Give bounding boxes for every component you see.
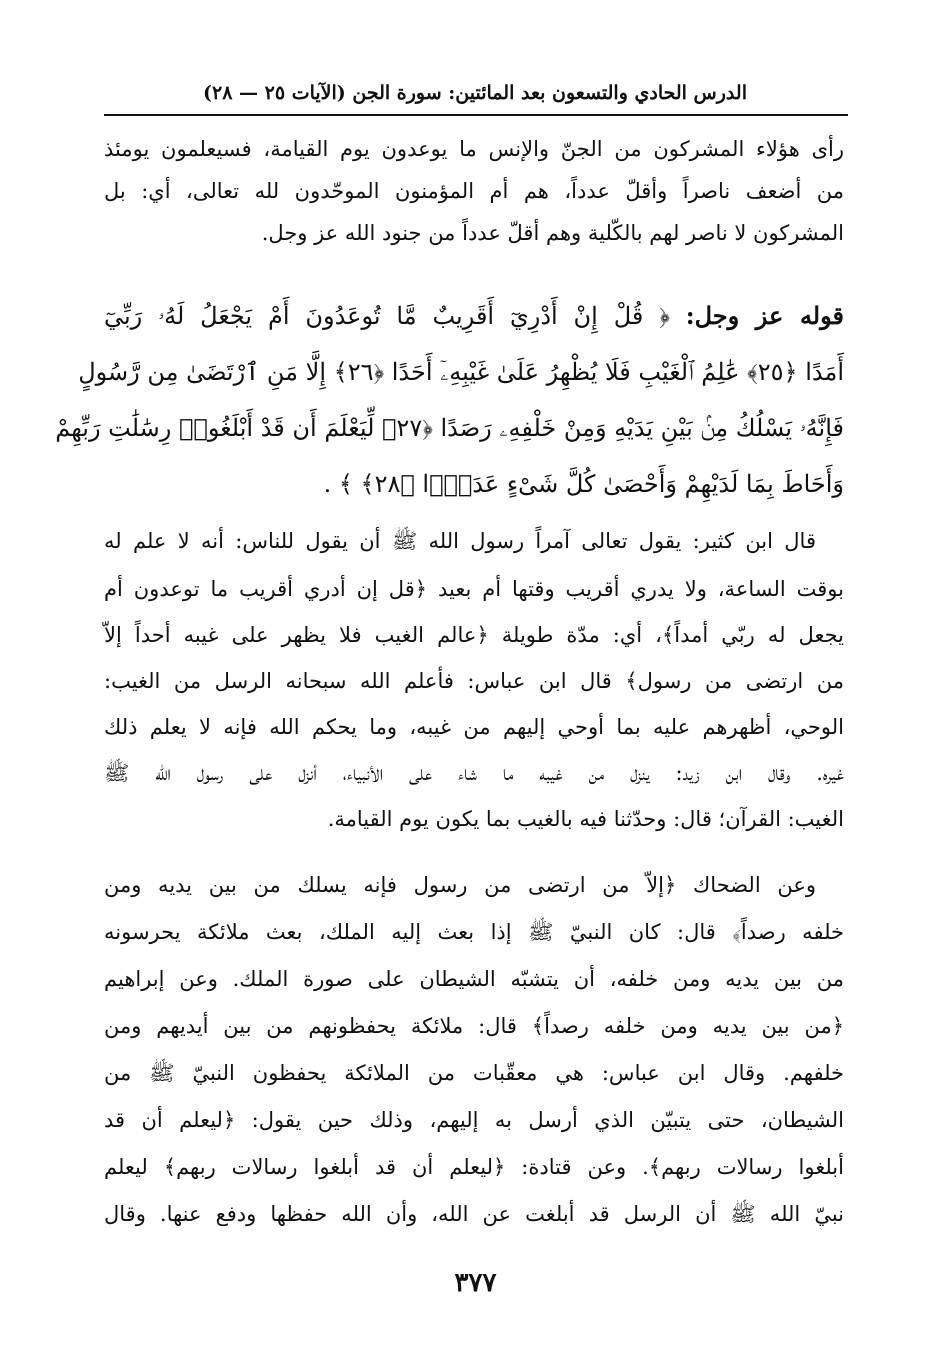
text-line: من ارتضى من رسول﴾ قال ابن عباس: فأعلم الله سبحانه الرسل من الغيب: [104,669,844,693]
text-line: قال ابن كثير: يقول تعالى آمراً رسول الله ﷺ أن يقول للناس: أنه لا علم له [104,529,816,553]
text-line: أبلغوا رسالات ربهم﴾. وعن قتادة: ﴿ليعلم أن قد أبلغوا رسالات ربهم﴾ ليعلم [104,1155,844,1179]
text-line: خلفهم. وقال ابن عباس: هي معقّبات من الملائكة يحفظون النبيّ ﷺ من [104,1061,844,1085]
text-line: رأى هؤلاء المشركون من الجنّ والإنس ما يوعدون يوم القيامة، فسيعلمون يومئذ [104,137,844,161]
text-line: خلفه رصداً﴾ قال: كان النبيّ ﷺ إذا بعث إليه الملك، بعث ملائكة يحرسونه [104,920,844,944]
paragraph-dahhak [104,862,844,1238]
verse-line: وَأَحَاطَ بِمَا لَدَيْهِمْ وَأَحْصَىٰ كُلَّ شَىْءٍ عَدَدًۢا ﴿٢٨﴾ ﴾ . [323,470,844,498]
text-line: المشركون لا ناصر لهم بالكّلية وهم أقلّ عدداً من جنود الله عز وجل. [261,221,844,245]
text-line: بوقت الساعة، ولا يدري أقريب وقتها أم بعيد ﴿قل إن أدري أقريب ما توعدون أم [104,577,844,601]
text-line: نبيّ الله ﷺ أن الرسل قد أبلغت عن الله، وأن الله حفظها ودفع عنها. وقال [104,1202,844,1226]
text-line: وعن الضحاك ﴿إلاّ من ارتضى من رسول فإنه يسلك من بين يديه ومن [104,873,816,897]
text-line: ﴿من بين يديه ومن خلفه رصداً﴾ قال: ملائكة يحفظونهم من بين أيديهم ومن [104,1014,844,1038]
verse-text: ﴿ قُلْ إِنْ أَدْرِيٓ أَقَرِيبٌ مَّا تُوعَدُونَ أَمْ يَجْعَلُ لَهُۥ رَبِّيٓ [104,302,670,330]
paragraph-continuation [104,128,844,254]
text-line: غيره. وقال ابن زيد: ينزل من غيبه ما شاء على الأنبياء، أنزل على رسول الله ﷺ [104,761,844,785]
quran-verses [55,288,844,512]
text-line: من بين يديه ومن خلفه، أن يتشبّه الشيطان على صورة الملك. وعن إبراهيم [104,967,844,991]
paragraph-ibn-kathir [104,516,844,842]
text-line: يجعل له ربّي أمداً﴾، أي: مدّة طويلة ﴿عالم الغيب فلا يظهر على غيبه أحداً إلاّ [104,623,844,647]
page-number: ٣٧٧ [454,1268,497,1298]
running-header: الدرس الحادي والتسعون بعد المائتين: سورة الجن (الآيات ٢٥ — ٢٨) [203,82,747,104]
text-line: الوحي، أظهرهم عليه بما أوحي إليهم من غيبه، وما يحكم الله فإنه لا يعلم ذلك [104,715,844,739]
header-divider [104,114,848,116]
verse-line [104,288,844,344]
verse-line: فَإِنَّهُۥ يَسْلُكُ مِنۢ بَيْنِ يَدَيْهِ وَمِنْ خَلْفِهِۦ رَصَدًا ﴿٢٧﴾ لِّيَعْلَمَ أَن قَدْ أَبْلَغُوا۟ رِسَٰلَٰتِ رَبِّهِمْ [55,414,844,442]
text-line: من أضعف ناصراً وأقلّ عدداً، هم أم المؤمنون الموحّدون لله تعالى، أي: بل [104,179,844,203]
verse-line: أَمَدًا ﴿٢٥﴾ عَٰلِمُ ٱلْغَيْبِ فَلَا يُظْهِرُ عَلَىٰ غَيْبِهِۦٓ أَحَدًا ﴿٢٦﴾ إِلَّا مَنِ ٱرْتَضَىٰ مِن رَّسُولٍ [78,358,844,386]
verse-lead-label: قوله عز وجل: [685,301,844,330]
text-line: الشيطان، حتى يتبيّن الذي أرسل به إليهم، وذلك حين يقول: ﴿ليعلم أن قد [104,1108,844,1132]
text-line: الغيب: القرآن؛ قال: وحدّثنا فيه بالغيب بما يكون يوم القيامة. [327,807,844,831]
